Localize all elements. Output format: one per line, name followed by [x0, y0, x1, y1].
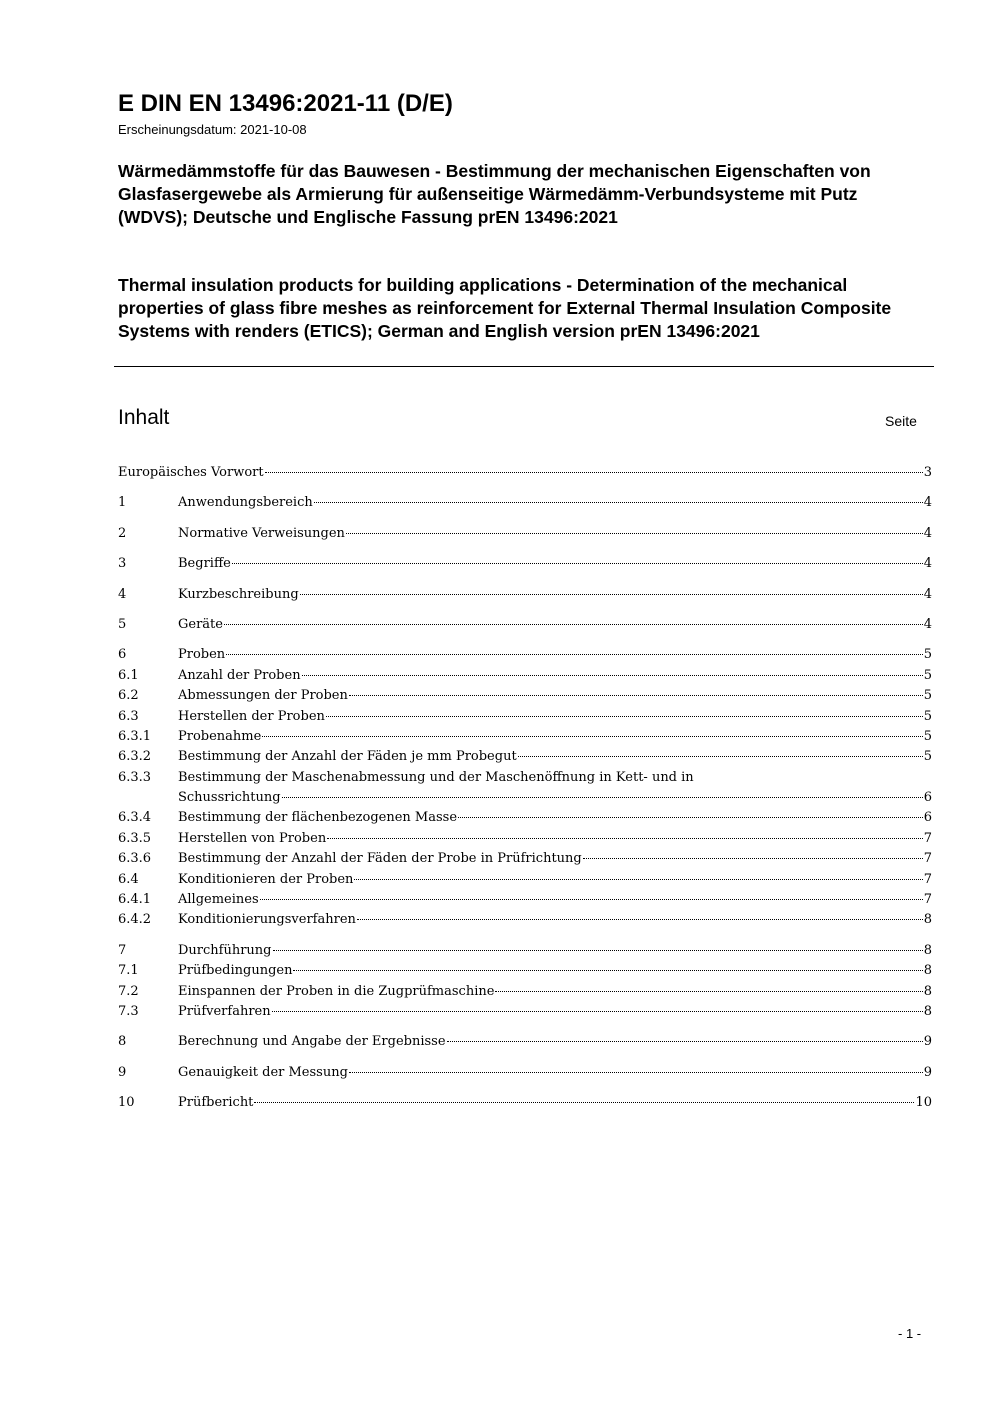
toc-entry-page: 4	[923, 525, 932, 541]
toc-entry-page: 8	[923, 912, 932, 928]
toc-entry-title: Herstellen der Proben	[178, 708, 325, 724]
toc-entry-title: Berechnung und Angabe der Ergebnisse	[178, 1034, 446, 1050]
toc-entry-number: 3	[118, 556, 127, 572]
toc-leader	[326, 716, 923, 717]
toc-entry-number: 8	[118, 1034, 127, 1050]
toc-entry[interactable]	[118, 1002, 932, 1022]
toc-entry-page: 9	[923, 1034, 932, 1050]
toc-entry-title: Anzahl der Proben	[178, 667, 301, 683]
toc-entry-page: 8	[923, 942, 932, 958]
toc-leader	[354, 879, 922, 880]
toc-entry[interactable]	[118, 961, 932, 981]
toc-entry-number: 7.2	[118, 983, 139, 999]
table-of-contents	[118, 463, 932, 1114]
toc-entry[interactable]	[118, 524, 932, 544]
toc-leader	[518, 756, 923, 757]
toc-entry-title: Probenahme	[178, 728, 262, 744]
toc-entry-title: Kurzbeschreibung	[178, 586, 299, 602]
toc-entry-title: Bestimmung der Maschenabmessung und der Maschenöffnung in Kett- und in	[178, 769, 694, 785]
toc-entry-number: 6.3.1	[118, 728, 152, 744]
toc-entry[interactable]	[118, 870, 932, 890]
toc-entry-page: 9	[923, 1064, 932, 1080]
toc-entry-title: Allgemeines	[178, 892, 259, 908]
toc-entry-number: 7	[118, 942, 127, 958]
toc-leader	[254, 1102, 914, 1103]
toc-entry-number: 6.3	[118, 708, 139, 724]
toc-entry-number: 6.3.5	[118, 830, 152, 846]
toc-entry-title: Bestimmung der flächenbezogenen Masse	[178, 810, 458, 826]
toc-entry-title: Geräte	[178, 616, 223, 632]
toc-entry-number: 6.4.1	[118, 892, 152, 908]
toc-leader	[272, 1011, 923, 1012]
toc-entry[interactable]	[118, 707, 932, 727]
page-number: - 1 -	[898, 1326, 922, 1341]
toc-entry-title: Bestimmung der Anzahl der Fäden der Probe in Prüfrichtung	[178, 851, 582, 867]
toc-entry-title: Normative Verweisungen	[178, 525, 345, 541]
toc-entry-number: 2	[118, 525, 127, 541]
toc-page-label: Seite	[885, 413, 917, 429]
toc-entry-number: 6.1	[118, 667, 139, 683]
toc-leader	[314, 502, 923, 503]
title-english: Thermal insulation products for building applications - Determination of the mechanical properties of glass fibre meshes as reinforcement for External Thermal Insulation Composite Systems with renders (ETICS); German and English version prEN 13496:2021	[118, 275, 892, 341]
toc-entry-number: 6	[118, 647, 127, 663]
toc-leader	[300, 594, 923, 595]
publication-date: Erscheinungsdatum: 2021-10-08	[118, 122, 307, 137]
toc-entry-page: 6	[923, 810, 932, 826]
toc-entry-title: Konditionierungsverfahren	[178, 912, 356, 928]
toc-entry-title: Genauigkeit der Messung	[178, 1064, 348, 1080]
toc-entry-number: 9	[118, 1064, 127, 1080]
toc-entry-page: 8	[923, 1003, 932, 1019]
toc-entry-title: Durchführung	[178, 942, 272, 958]
toc-leader	[495, 991, 922, 992]
toc-entry-page: 8	[923, 983, 932, 999]
toc-entry-page: 3	[923, 465, 932, 480]
toc-entry[interactable]	[118, 747, 932, 767]
toc-entry[interactable]	[118, 982, 932, 1002]
toc-leader	[273, 950, 923, 951]
toc-entry-number: 6.3.3	[118, 769, 152, 785]
toc-entry-number: 10	[118, 1095, 135, 1111]
toc-entry[interactable]	[118, 554, 932, 574]
toc-entry[interactable]	[118, 645, 932, 665]
toc-entry[interactable]	[118, 1063, 932, 1083]
toc-entry-page: 7	[923, 892, 932, 908]
toc-entry[interactable]	[118, 615, 932, 635]
toc-entry[interactable]	[118, 666, 932, 686]
toc-leader	[458, 817, 923, 818]
toc-entry-number: 5	[118, 616, 127, 632]
toc-entry-title: Prüfbericht	[178, 1095, 254, 1111]
toc-entry-title: Abmessungen der Proben	[178, 688, 348, 704]
toc-entry[interactable]	[118, 463, 932, 483]
toc-leader	[349, 1072, 923, 1073]
toc-entry-page: 5	[923, 688, 932, 704]
toc-entry-title: Prüfbedingungen	[178, 963, 293, 979]
toc-entry-continuation[interactable]	[118, 788, 932, 808]
toc-entry-number: 6.3.4	[118, 810, 152, 826]
toc-entry-page: 4	[923, 556, 932, 572]
toc-leader	[346, 533, 923, 534]
toc-entry-title: Herstellen von Proben	[178, 830, 327, 846]
toc-leader	[293, 970, 922, 971]
toc-leader	[302, 675, 923, 676]
toc-entry-number: 4	[118, 586, 127, 602]
title-divider	[114, 366, 934, 367]
toc-entry-page: 7	[923, 851, 932, 867]
toc-entry[interactable]	[118, 890, 932, 910]
toc-leader	[262, 736, 922, 737]
toc-entry-title: Europäisches Vorwort	[118, 465, 264, 480]
toc-leader	[226, 654, 923, 655]
toc-entry-number: 6.2	[118, 688, 139, 704]
toc-entry[interactable]	[118, 1093, 932, 1113]
toc-entry-page: 4	[923, 495, 932, 511]
toc-entry[interactable]	[118, 829, 932, 849]
toc-entry-number: 6.4	[118, 871, 139, 887]
toc-entry-title: Anwendungsbereich	[178, 495, 313, 511]
toc-entry-page: 5	[923, 728, 932, 744]
toc-entry-title: Proben	[178, 647, 226, 663]
toc-leader	[265, 472, 923, 473]
toc-entry-number: 6.3.2	[118, 749, 152, 765]
toc-entry-page: 5	[923, 749, 932, 765]
toc-entry-title-continued: Schussrichtung	[178, 790, 281, 806]
toc-entry-page: 5	[923, 667, 932, 683]
toc-entry-page: 4	[923, 616, 932, 632]
toc-entry-title: Begriffe	[178, 556, 231, 572]
toc-entry-number: 7.3	[118, 1003, 139, 1019]
toc-leader	[232, 563, 923, 564]
toc-leader	[349, 695, 923, 696]
toc-entry-number: 6.3.6	[118, 851, 152, 867]
toc-entry[interactable]	[118, 1032, 932, 1052]
toc-entry[interactable]	[118, 910, 932, 930]
toc-entry-title: Einspannen der Proben in die Zugprüfmaschine	[178, 983, 495, 999]
toc-entry[interactable]	[118, 585, 932, 605]
toc-entry-number: 6.4.2	[118, 912, 152, 928]
toc-entry-title: Prüfverfahren	[178, 1003, 271, 1019]
toc-leader	[327, 838, 923, 839]
toc-entry-page: 10	[915, 1095, 932, 1111]
document-id: E DIN EN 13496:2021-11 (D/E)	[118, 90, 453, 117]
toc-entry-title: Konditionieren der Proben	[178, 871, 354, 887]
toc-entry[interactable]	[118, 941, 932, 961]
toc-leader	[447, 1041, 923, 1042]
title-german: Wärmedämmstoffe für das Bauwesen - Bestimmung der mechanischen Eigenschaften von Glasfasergewebe als Armierung für außenseitige Wärmedämm-Verbundsysteme mit Putz (WDVS); Deutsche und Englische Fassung prEN 13496:2021	[118, 161, 871, 227]
toc-entry-page: 7	[923, 871, 932, 887]
toc-entry[interactable]	[118, 768, 932, 788]
toc-entry-page: 8	[923, 963, 932, 979]
toc-entry-page: 5	[923, 708, 932, 724]
toc-heading: Inhalt	[118, 406, 170, 429]
toc-entry[interactable]	[118, 727, 932, 747]
toc-entry-page: 6	[923, 790, 932, 806]
toc-entry-number: 1	[118, 495, 127, 511]
toc-entry-page: 7	[923, 830, 932, 846]
toc-entry[interactable]	[118, 686, 932, 706]
toc-leader	[282, 797, 923, 798]
toc-leader	[224, 624, 923, 625]
toc-entry[interactable]	[118, 493, 932, 513]
toc-leader	[583, 858, 923, 859]
toc-leader	[260, 899, 923, 900]
toc-leader	[357, 919, 923, 920]
toc-entry-title: Bestimmung der Anzahl der Fäden je mm Probegut	[178, 749, 517, 765]
toc-entry[interactable]	[118, 808, 932, 828]
toc-entry-page: 4	[923, 586, 932, 602]
toc-entry[interactable]	[118, 849, 932, 869]
toc-entry-number: 7.1	[118, 963, 139, 979]
toc-entry-page: 5	[923, 647, 932, 663]
